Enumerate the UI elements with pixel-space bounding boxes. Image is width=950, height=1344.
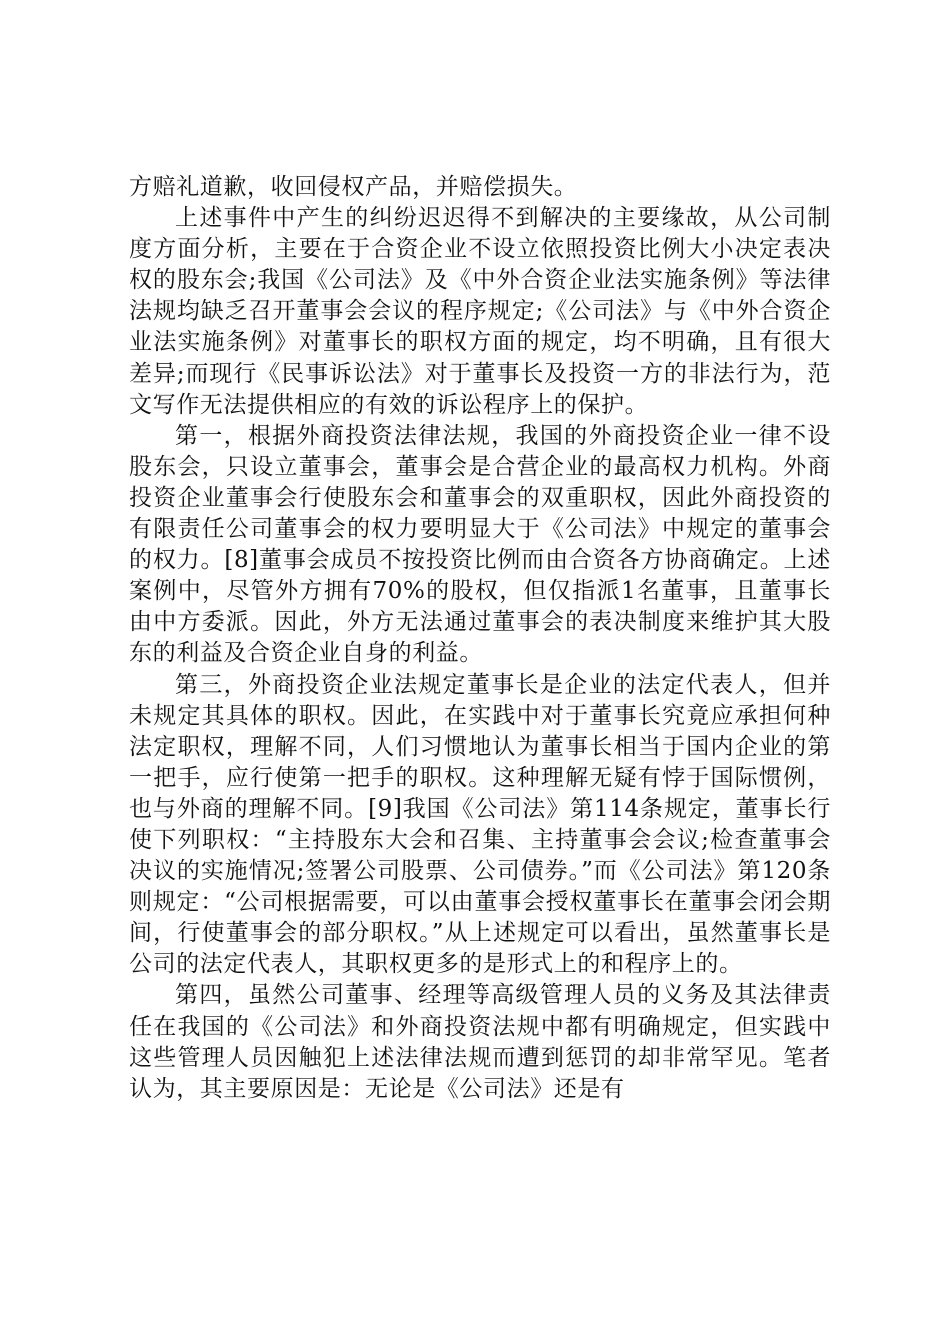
paragraph-point-one: 第一，根据外商投资法律法规，我国的外商投资企业一律不设股东会，只设立董事会，董事会是合营企业的最高权力机构。外商投资企业董事会行使股东会和董事会的双重职权，因此外商投资的有限责任公司董事会的权力要明显大于《公司法》中规定的董事会的权力。[8]董事会成员不按投资比例而由合资各方协商确定。上述案例中，尽管外方拥有70%的股权，但仅指派1名董事，且董事长由中方委派。因此，外方无法通过董事会的表决制度来维护其大股东的利益及合资企业自身的利益。 [129,422,831,667]
paragraph-dispute-causes: 上述事件中产生的纠纷迟迟得不到解决的主要缘故，从公司制度方面分析，主要在于合资企业不设立依照投资比例大小决定表决权的股东会;我国《公司法》及《中外合资企业法实施条例》等法律法规均缺乏召开董事会会议的程序规定;《公司法》与《中外合资企业法实施条例》对董事长的职权方面的规定，均不明确，且有很大差异;而现行《民事诉讼法》对于董事长及投资一方的非法行为，范文写作无法提供相应的有效的诉讼程序上的保护。 [129,205,831,418]
body-text [129,172,831,1105]
paragraph-continuation: 方赔礼道歉，收回侵权产品，并赔偿损失。 [129,174,578,200]
paragraph-point-three: 第三，外商投资企业法规定董事长是企业的法定代表人，但并未规定其具体的职权。因此，在实践中对于董事长究竟应承担何种法定职权，理解不同，人们习惯地认为董事长相当于国内企业的第一把手，应行使第一把手的职权。这种理解无疑有悖于国际惯例，也与外商的理解不同。[9]我国《公司法》第114条规定，董事长行使下列职权：“主持股东大会和召集、主持董事会会议;检查董事会决议的实施情况;签署公司股票、公司债券。”而《公司法》第120条则规定：“公司根据需要，可以由董事会授权董事长在董事会闭会期间，行使董事会的部分职权。”从上述规定可以看出，虽然董事长是公司的法定代表人，其职权更多的是形式上的和程序上的。 [129,671,831,978]
paragraph-point-four: 第四，虽然公司董事、经理等高级管理人员的义务及其法律责任在我国的《公司法》和外商投资法规中都有明确规定，但实践中这些管理人员因触犯上述法律法规而遭到惩罚的却非常罕见。笔者认为，其主要原因是：无论是《公司法》还是有 [129,982,831,1102]
